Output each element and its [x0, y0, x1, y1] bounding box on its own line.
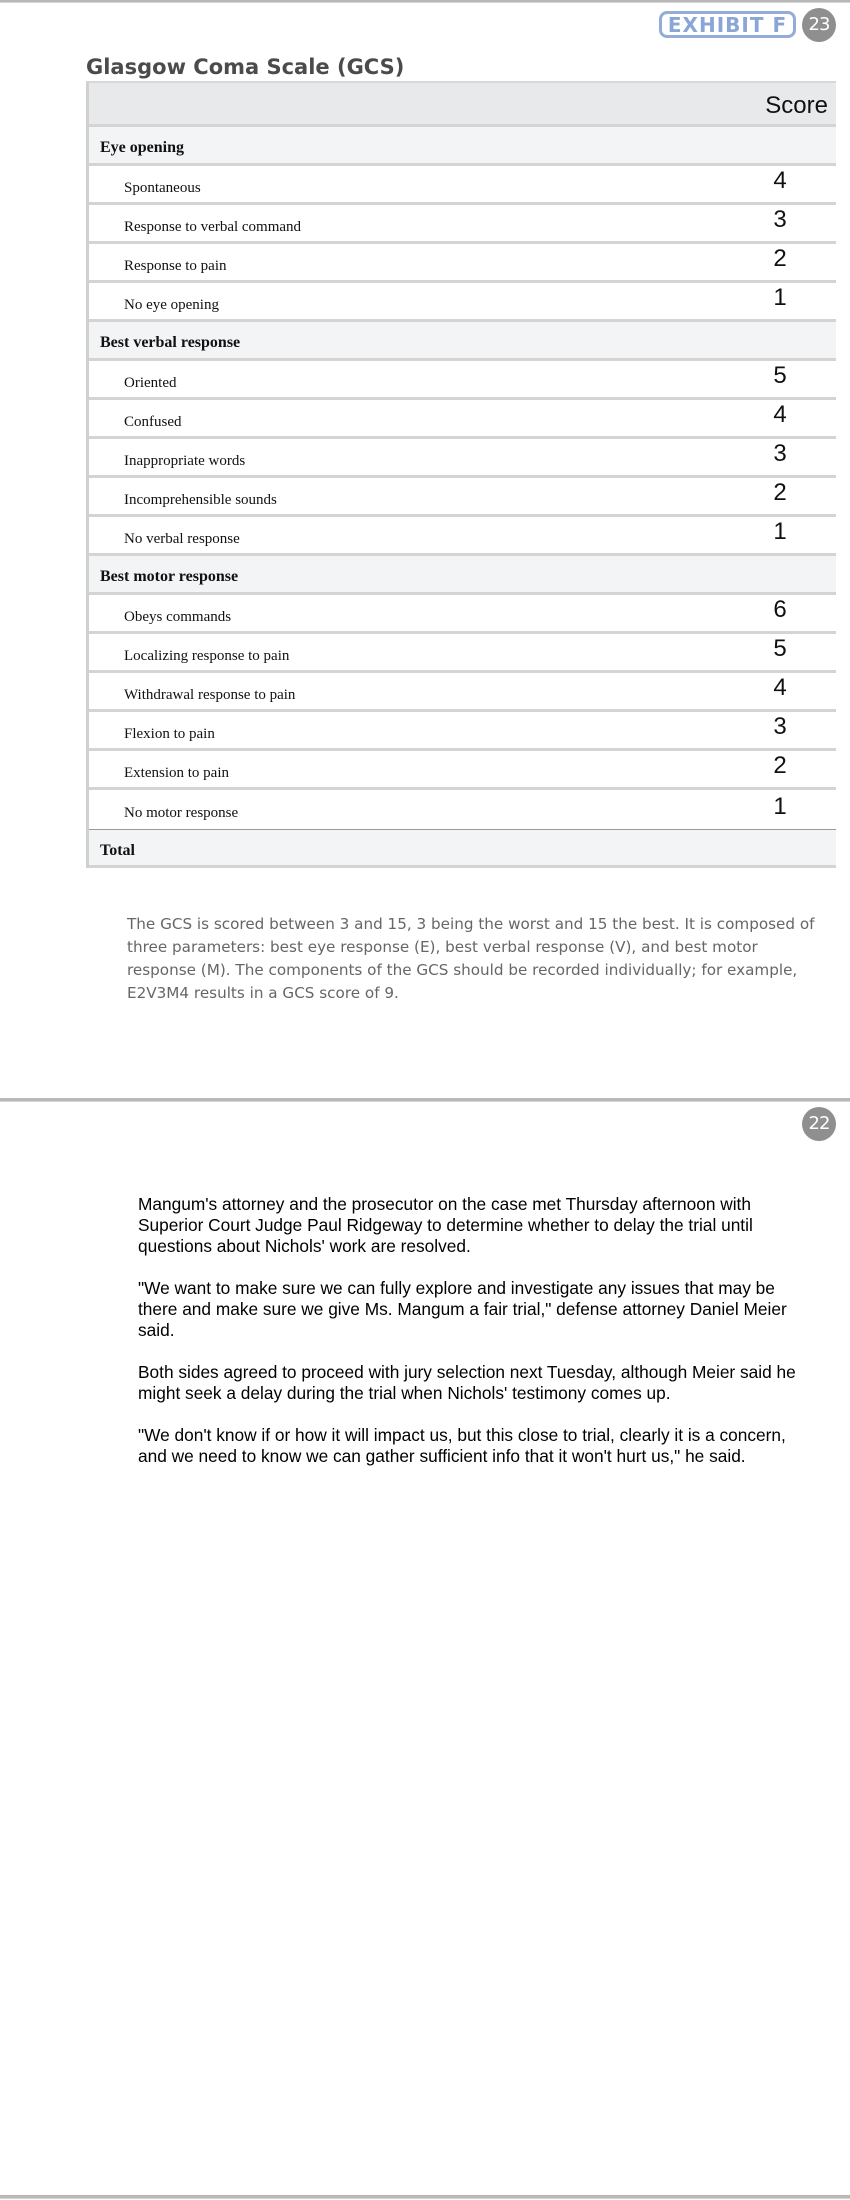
section-row-eye-opening	[89, 127, 836, 166]
item-score: 3	[773, 206, 787, 233]
article-paragraph: Both sides agreed to proceed with jury selection next Tuesday, although Meier said he might seek a delay during the trial when Nichols' testimony comes up.	[138, 1362, 796, 1403]
page-number-badge: 22	[802, 1107, 836, 1141]
item-label: Response to pain	[124, 257, 227, 274]
table-row	[89, 751, 836, 790]
table-row	[89, 712, 836, 751]
item-score: 4	[773, 401, 787, 428]
item-label: Obeys commands	[124, 608, 232, 625]
item-score: 4	[773, 167, 787, 194]
score-column-header: Score	[765, 91, 828, 119]
item-label: Response to verbal command	[124, 218, 302, 235]
table-row	[89, 790, 836, 829]
article-body	[138, 1194, 818, 1488]
table-row	[89, 595, 836, 634]
table-row	[89, 517, 836, 556]
gcs-title: Glasgow Coma Scale (GCS)	[86, 55, 405, 79]
item-score: 3	[773, 713, 787, 740]
item-label: Withdrawal response to pain	[124, 686, 296, 703]
item-label: Inappropriate words	[124, 452, 246, 469]
total-label: Total	[100, 841, 135, 859]
table-row	[89, 400, 836, 439]
item-score: 1	[773, 518, 787, 545]
item-score: 2	[773, 479, 787, 506]
table-row	[89, 673, 836, 712]
item-score: 5	[773, 362, 787, 389]
section-label: Eye opening	[100, 139, 185, 156]
section-row-motor-response	[89, 556, 836, 595]
item-label: No motor response	[124, 805, 239, 821]
item-score: 6	[773, 596, 787, 623]
gcs-explanation: The GCS is scored between 3 and 15, 3 being the worst and 15 the best. It is composed of three parameters: best eye response (E), best verbal response (V), and best motor response (M). The components of the GCS should be recorded individually; for example, E2V3M4 results in a GCS score of 9.	[127, 915, 815, 1002]
item-score: 1	[773, 284, 787, 311]
table-row	[89, 478, 836, 517]
item-score: 4	[773, 674, 787, 701]
item-label: Incomprehensible sounds	[124, 491, 277, 508]
item-label: Localizing response to pain	[124, 647, 290, 664]
item-score: 2	[773, 245, 787, 272]
exhibit-label: EXHIBIT F	[659, 11, 796, 38]
section-row-verbal-response	[89, 322, 836, 361]
table-row	[89, 634, 836, 673]
table-row	[89, 166, 836, 205]
total-row	[89, 829, 836, 868]
item-label: No verbal response	[124, 530, 240, 547]
page-number-badge: 23	[802, 8, 836, 42]
table-row	[89, 361, 836, 400]
item-label: Confused	[124, 413, 182, 430]
page-bottom-divider	[0, 2195, 850, 2199]
item-label: Spontaneous	[124, 179, 201, 196]
table-row	[89, 439, 836, 478]
article-paragraph: "We want to make sure we can fully explore and investigate any issues that may be there and make sure we give Ms. Mangum a fair trial," defense attorney Daniel Meier said.	[138, 1278, 787, 1340]
section-label: Best motor response	[100, 568, 239, 585]
item-label: Flexion to pain	[124, 725, 215, 742]
section-label: Best verbal response	[100, 334, 241, 351]
item-label: No eye opening	[124, 296, 219, 313]
item-score: 3	[773, 440, 787, 467]
article-paragraph: "We don't know if or how it will impact us, but this close to trial, clearly it is a concern, and we need to know we can gather sufficient info that it won't hurt us," he said.	[138, 1425, 786, 1466]
table-header-row	[89, 83, 836, 127]
table-row	[89, 283, 836, 322]
page-divider	[0, 1098, 850, 1102]
item-label: Oriented	[124, 374, 177, 391]
table-row	[89, 205, 836, 244]
item-score: 2	[773, 752, 787, 779]
article-paragraph: Mangum's attorney and the prosecutor on the case met Thursday afternoon with Superior Court Judge Paul Ridgeway to determine whether to delay the trial until questions about Nichols' work are resolved.	[138, 1194, 753, 1256]
gcs-table	[86, 81, 836, 868]
table-row	[89, 244, 836, 283]
page-top-divider	[0, 0, 850, 3]
item-score: 1	[773, 792, 787, 820]
item-label: Extension to pain	[124, 764, 229, 781]
item-score: 5	[773, 635, 787, 662]
